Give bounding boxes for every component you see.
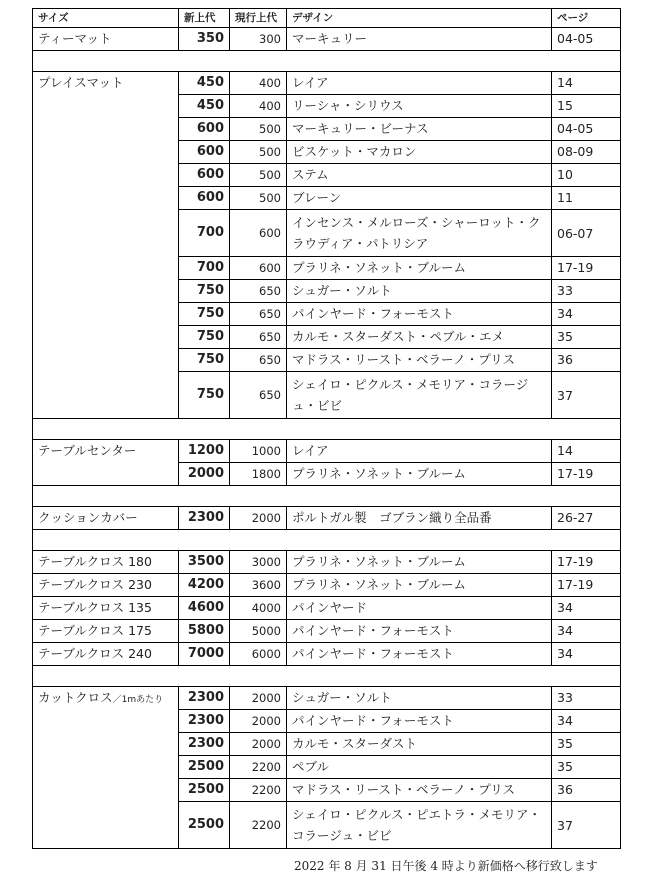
table-row bbox=[33, 551, 621, 574]
size-label: プレイスマット bbox=[38, 75, 124, 90]
current-price-cell: 650 bbox=[230, 303, 287, 326]
spacer-cell bbox=[33, 419, 621, 440]
spacer-cell bbox=[33, 666, 621, 687]
current-price-cell: 500 bbox=[230, 118, 287, 141]
current-price-cell: 600 bbox=[230, 257, 287, 280]
new-price-cell: 2300 bbox=[179, 507, 230, 530]
new-price-cell: 450 bbox=[179, 72, 230, 95]
spacer-row bbox=[33, 419, 621, 440]
header-size: サイズ bbox=[33, 9, 179, 28]
design-cell: プラリネ・ソネット・ブルーム bbox=[287, 257, 552, 280]
size-label: ティーマット bbox=[38, 31, 112, 46]
new-price-cell: 700 bbox=[179, 210, 230, 257]
design-cell: マーキュリー・ビーナス bbox=[287, 118, 552, 141]
page-cell: 35 bbox=[552, 756, 621, 779]
current-price-cell: 2200 bbox=[230, 779, 287, 802]
page-cell: 37 bbox=[552, 802, 621, 849]
size-unit: ／1mあたり bbox=[112, 695, 164, 705]
design-cell: シュガー・ソルト bbox=[287, 687, 552, 710]
new-price-cell: 600 bbox=[179, 164, 230, 187]
spacer-row bbox=[33, 51, 621, 72]
header-page: ページ bbox=[552, 9, 621, 28]
current-price-cell: 1800 bbox=[230, 463, 287, 486]
page-cell: 34 bbox=[552, 710, 621, 733]
spacer-row bbox=[33, 530, 621, 551]
current-price-cell: 650 bbox=[230, 349, 287, 372]
current-price-cell: 400 bbox=[230, 72, 287, 95]
page-cell: 34 bbox=[552, 643, 621, 666]
size-cell: テーブルクロス 135 bbox=[33, 597, 179, 620]
design-cell: カルモ・スターダスト bbox=[287, 733, 552, 756]
new-price-cell: 750 bbox=[179, 372, 230, 419]
current-price-cell: 2000 bbox=[230, 733, 287, 756]
table-row bbox=[33, 597, 621, 620]
header-design: デザイン bbox=[287, 9, 552, 28]
new-price-cell: 7000 bbox=[179, 643, 230, 666]
page-cell: 34 bbox=[552, 620, 621, 643]
page-cell: 06-07 bbox=[552, 210, 621, 257]
page-cell: 17-19 bbox=[552, 551, 621, 574]
page-cell: 14 bbox=[552, 440, 621, 463]
current-price-cell: 4000 bbox=[230, 597, 287, 620]
page-cell: 17-19 bbox=[552, 257, 621, 280]
new-price-cell: 450 bbox=[179, 95, 230, 118]
current-price-cell: 500 bbox=[230, 187, 287, 210]
new-price-cell: 2500 bbox=[179, 756, 230, 779]
table-row bbox=[33, 72, 621, 95]
design-cell: ポルトガル製 ゴブラン織り全品番 bbox=[287, 507, 552, 530]
page-cell: 36 bbox=[552, 349, 621, 372]
current-price-cell: 300 bbox=[230, 28, 287, 51]
current-price-cell: 2200 bbox=[230, 802, 287, 849]
page-cell: 34 bbox=[552, 597, 621, 620]
size-cell bbox=[33, 440, 179, 486]
new-price-cell: 5800 bbox=[179, 620, 230, 643]
current-price-cell: 650 bbox=[230, 372, 287, 419]
new-price-cell: 2500 bbox=[179, 802, 230, 849]
size-cell: テーブルクロス 180 bbox=[33, 551, 179, 574]
table-row bbox=[33, 620, 621, 643]
design-cell: マーキュリー bbox=[287, 28, 552, 51]
design-cell: シェイロ・ピクルス・ピエトラ・メモリア・コラージュ・ビビ bbox=[287, 802, 552, 849]
page-cell: 04-05 bbox=[552, 28, 621, 51]
design-cell: プラリネ・ソネット・ブルーム bbox=[287, 463, 552, 486]
table-row bbox=[33, 507, 621, 530]
spacer-row bbox=[33, 666, 621, 687]
page-cell: 33 bbox=[552, 687, 621, 710]
design-cell: パインヤード・フォーモスト bbox=[287, 643, 552, 666]
current-price-cell: 2000 bbox=[230, 507, 287, 530]
design-cell: プラリネ・ソネット・ブルーム bbox=[287, 574, 552, 597]
design-cell: ブレーン bbox=[287, 187, 552, 210]
new-price-cell: 3500 bbox=[179, 551, 230, 574]
table-row bbox=[33, 28, 621, 51]
current-price-cell: 6000 bbox=[230, 643, 287, 666]
current-price-cell: 2200 bbox=[230, 756, 287, 779]
spacer-cell bbox=[33, 51, 621, 72]
page-cell: 34 bbox=[552, 303, 621, 326]
size-cell bbox=[33, 28, 179, 51]
new-price-cell: 4200 bbox=[179, 574, 230, 597]
design-cell: リーシャ・シリウス bbox=[287, 95, 552, 118]
design-cell: シェイロ・ピクルス・メモリア・コラージュ・ビビ bbox=[287, 372, 552, 419]
spacer-cell bbox=[33, 486, 621, 507]
new-price-cell: 750 bbox=[179, 326, 230, 349]
header-row bbox=[33, 9, 621, 28]
new-price-cell: 600 bbox=[179, 118, 230, 141]
page-cell: 37 bbox=[552, 372, 621, 419]
new-price-cell: 600 bbox=[179, 187, 230, 210]
design-cell: マドラス・リースト・ベラーノ・プリス bbox=[287, 779, 552, 802]
current-price-cell: 2000 bbox=[230, 687, 287, 710]
size-cell bbox=[33, 507, 179, 530]
new-price-cell: 2300 bbox=[179, 710, 230, 733]
design-cell: レイア bbox=[287, 72, 552, 95]
price-table bbox=[32, 8, 621, 849]
table-row bbox=[33, 574, 621, 597]
design-cell: パインヤード bbox=[287, 597, 552, 620]
new-price-cell: 2000 bbox=[179, 463, 230, 486]
design-cell: マドラス・リースト・ベラーノ・プリス bbox=[287, 349, 552, 372]
current-price-cell: 650 bbox=[230, 326, 287, 349]
page-cell: 35 bbox=[552, 326, 621, 349]
new-price-cell: 1200 bbox=[179, 440, 230, 463]
page-cell: 17-19 bbox=[552, 574, 621, 597]
design-cell: ペブル bbox=[287, 756, 552, 779]
new-price-cell: 350 bbox=[179, 28, 230, 51]
current-price-cell: 500 bbox=[230, 164, 287, 187]
current-price-cell: 650 bbox=[230, 280, 287, 303]
new-price-cell: 750 bbox=[179, 280, 230, 303]
page-cell: 35 bbox=[552, 733, 621, 756]
current-price-cell: 500 bbox=[230, 141, 287, 164]
size-label: テーブルセンター bbox=[38, 443, 137, 458]
new-price-cell: 4600 bbox=[179, 597, 230, 620]
new-price-cell: 600 bbox=[179, 141, 230, 164]
new-price-cell: 750 bbox=[179, 349, 230, 372]
size-cell bbox=[33, 687, 179, 849]
size-cell: テーブルクロス 230 bbox=[33, 574, 179, 597]
current-price-cell: 600 bbox=[230, 210, 287, 257]
spacer-row bbox=[33, 486, 621, 507]
page-cell: 33 bbox=[552, 280, 621, 303]
design-cell: パインヤード・フォーモスト bbox=[287, 303, 552, 326]
page-cell: 14 bbox=[552, 72, 621, 95]
page-cell: 10 bbox=[552, 164, 621, 187]
new-price-cell: 700 bbox=[179, 257, 230, 280]
page-cell: 15 bbox=[552, 95, 621, 118]
size-cell bbox=[33, 72, 179, 419]
header-current-price: 現行上代 bbox=[230, 9, 287, 28]
design-cell: シュガー・ソルト bbox=[287, 280, 552, 303]
size-cell: テーブルクロス 175 bbox=[33, 620, 179, 643]
table-row bbox=[33, 440, 621, 463]
size-label: クッションカバー bbox=[38, 510, 138, 525]
current-price-cell: 2000 bbox=[230, 710, 287, 733]
page-cell: 11 bbox=[552, 187, 621, 210]
new-price-cell: 2300 bbox=[179, 687, 230, 710]
design-cell: インセンス・メルローズ・シャーロット・クラウディア・パトリシア bbox=[287, 210, 552, 257]
size-label: カットクロス bbox=[38, 690, 113, 705]
table-row bbox=[33, 687, 621, 710]
current-price-cell: 3000 bbox=[230, 551, 287, 574]
design-cell: パインヤード・フォーモスト bbox=[287, 710, 552, 733]
header-new-price: 新上代 bbox=[179, 9, 230, 28]
page-cell: 17-19 bbox=[552, 463, 621, 486]
design-cell: ステム bbox=[287, 164, 552, 187]
design-cell: カルモ・スターダスト・ペブル・エメ bbox=[287, 326, 552, 349]
page-cell: 04-05 bbox=[552, 118, 621, 141]
page-cell: 08-09 bbox=[552, 141, 621, 164]
table-row bbox=[33, 643, 621, 666]
new-price-cell: 2500 bbox=[179, 779, 230, 802]
current-price-cell: 400 bbox=[230, 95, 287, 118]
page-cell: 36 bbox=[552, 779, 621, 802]
current-price-cell: 1000 bbox=[230, 440, 287, 463]
design-cell: ビスケット・マカロン bbox=[287, 141, 552, 164]
design-cell: レイア bbox=[287, 440, 552, 463]
size-cell: テーブルクロス 240 bbox=[33, 643, 179, 666]
spacer-cell bbox=[33, 530, 621, 551]
design-cell: パインヤード・フォーモスト bbox=[287, 620, 552, 643]
current-price-cell: 5000 bbox=[230, 620, 287, 643]
page-cell: 26-27 bbox=[552, 507, 621, 530]
new-price-cell: 750 bbox=[179, 303, 230, 326]
new-price-cell: 2300 bbox=[179, 733, 230, 756]
current-price-cell: 3600 bbox=[230, 574, 287, 597]
footer-note: 2022 年 8 月 31 日午後 4 時より新価格へ移行致します bbox=[294, 859, 598, 873]
table-body bbox=[33, 28, 621, 849]
design-cell: プラリネ・ソネット・ブルーム bbox=[287, 551, 552, 574]
